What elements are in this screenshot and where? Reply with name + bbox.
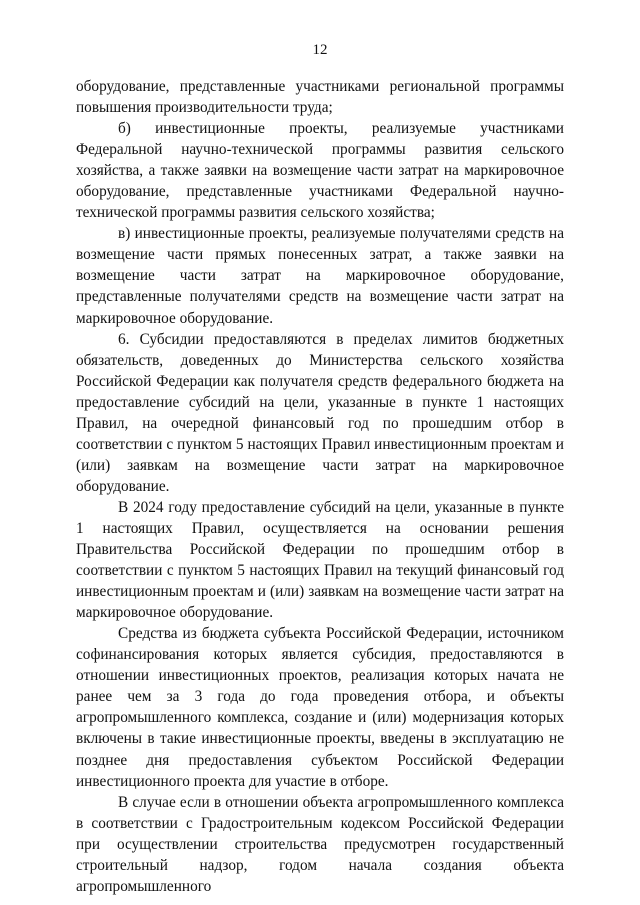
paragraph-item-b: б) инвестиционные проекты, реализуемые участниками Федеральной научно-технической программы развития сельского хозяйства, а также заявки на возмещение части затрат на маркировочное оборудование, представленные участниками Федеральной научно-технической программы развития сельского хозяйства; <box>76 120 564 222</box>
paragraph-2024: В 2024 году предоставление субсидий на цели, указанные в пункте 1 настоящих Правил, осуществляется на основании решения Правительства Российской Федерации по прошедшим отбор в соответствии с пунктом 5 настоящих Правил на текущий финансовый год инвестиционным проектам и (или) заявкам на возмещение части затрат на маркировочное оборудование. <box>76 498 564 622</box>
document-body <box>76 76 564 897</box>
paragraph-continuation: оборудование, представленные участниками региональной программы повышения производительности труда; <box>76 78 564 117</box>
paragraph-construction-supervision: В случае если в отношении объекта агропромышленного комплекса в соответствии с Градостроительным кодексом Российской Федерации при осуществлении строительства предусмотрен государственный строительный надзор, годом начала создания объекта агропромышленного <box>76 793 564 895</box>
paragraph-regional-funds: Средства из бюджета субъекта Российской Федерации, источником софинансирования которых является субсидия, предоставляются в отношении инвестиционных проектов, реализация которых начата не ранее чем за 3 года до года проведения отбора, и объекты агропромышленного комплекса, создание и (или) модернизация которых включены в такие инвестиционные проекты, введены в эксплуатацию не позднее дня предоставления субъектом Российской Федерации инвестиционного проекта для участие в отборе. <box>76 625 564 790</box>
page-number: 12 <box>312 42 328 58</box>
paragraph-clause-6: 6. Субсидии предоставляются в пределах лимитов бюджетных обязательств, доведенных до Министерства сельского хозяйства Российской Федерации как получателя средств федерального бюджета на предоставление субсидий на цели, указанные в пункте 1 настоящих Правил, на очередной финансовый год по прошедшим отбор в соответствии с пунктом 5 настоящих Правил инвестиционным проектам и (или) заявкам на возмещение части затрат на маркировочное оборудование. <box>76 330 564 495</box>
paragraph-item-v: в) инвестиционные проекты, реализуемые получателями средств на возмещение части прямых понесенных затрат, а также заявки на возмещение части затрат на маркировочное оборудование, представленные получателями средств на возмещение части затрат на маркировочное оборудование. <box>76 225 564 327</box>
